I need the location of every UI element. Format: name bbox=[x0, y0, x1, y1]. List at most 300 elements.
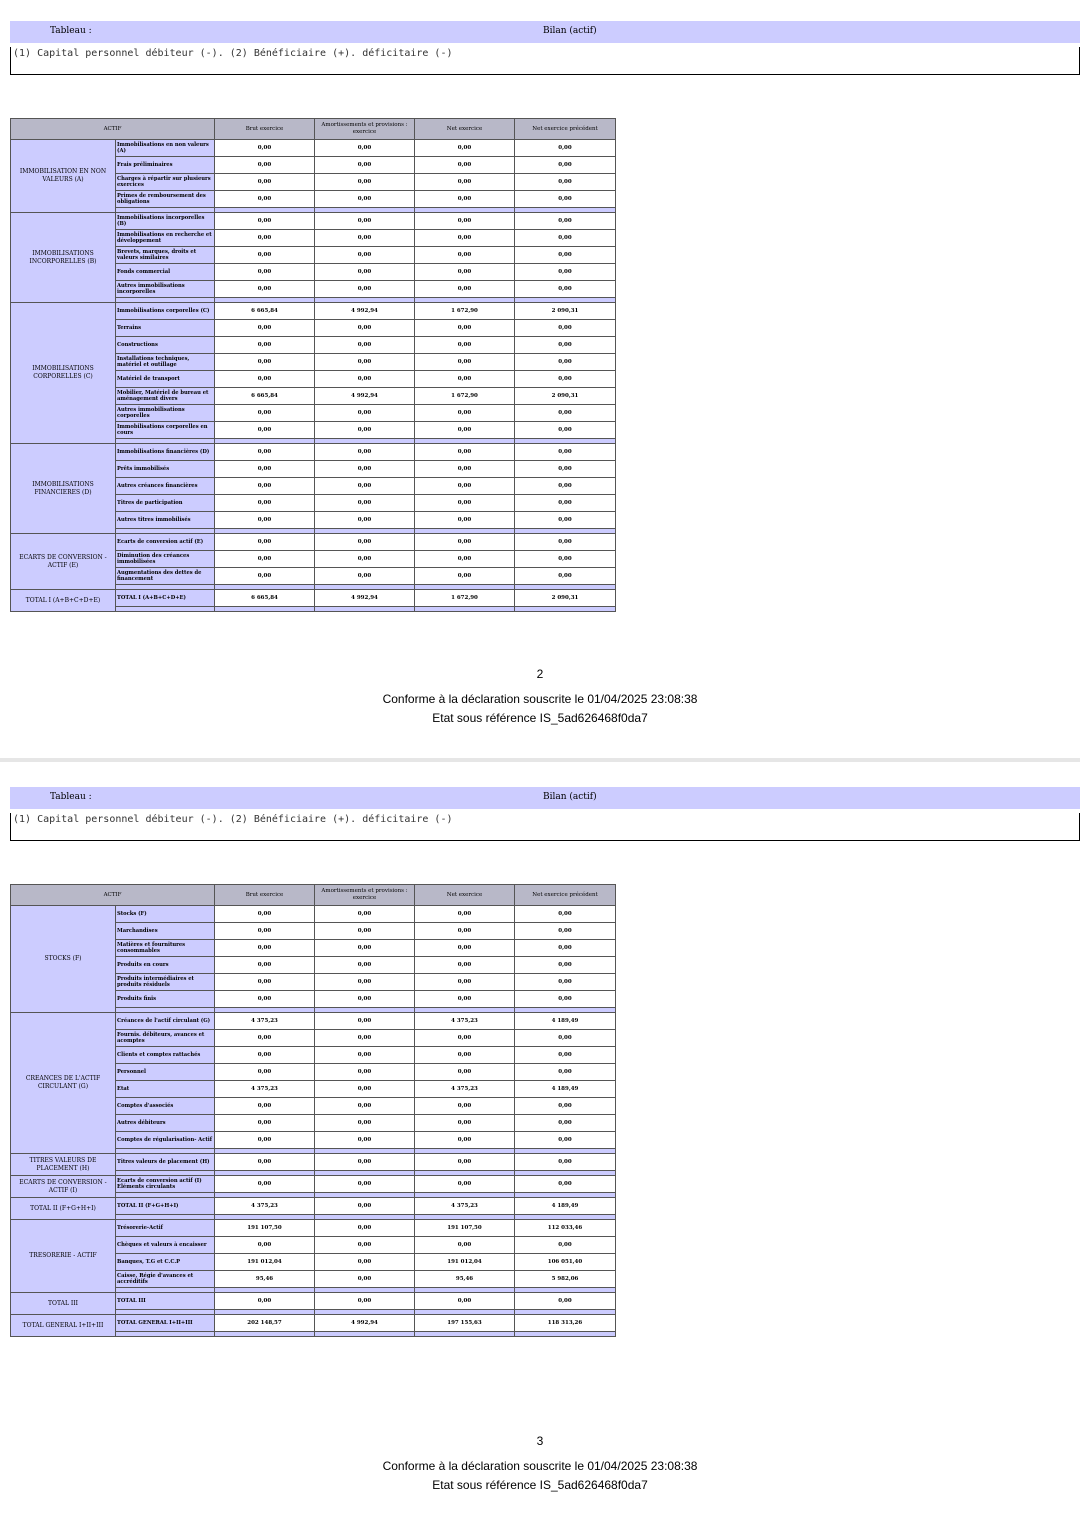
value-cell: 4 375,23 bbox=[415, 1198, 515, 1215]
value-cell: 0,00 bbox=[415, 247, 515, 264]
value-cell: 0,00 bbox=[215, 1237, 315, 1254]
row-label: Titres de participation bbox=[116, 495, 215, 512]
value-cell: 0,00 bbox=[415, 1064, 515, 1081]
value-cell: 0,00 bbox=[415, 923, 515, 940]
row-label: Autres créances financières bbox=[116, 478, 215, 495]
group-label: IMMOBILISATIONS INCORPORELLES (B) bbox=[11, 213, 116, 303]
row-label: Stocks (F) bbox=[116, 906, 215, 923]
value-cell: 0,00 bbox=[315, 1254, 415, 1271]
row-label: Fournis. débiteurs, avances et acomptes bbox=[116, 1030, 215, 1047]
value-cell: 0,00 bbox=[415, 551, 515, 568]
value-cell: 2 090,31 bbox=[515, 590, 616, 607]
row-label: TOTAL III bbox=[116, 1293, 215, 1310]
table-row bbox=[11, 1013, 616, 1030]
value-cell: 0,00 bbox=[415, 320, 515, 337]
footer bbox=[0, 690, 1080, 728]
row-label: Chèques et valeurs à encaisser bbox=[116, 1237, 215, 1254]
value-cell: 0,00 bbox=[415, 1115, 515, 1132]
separator-cell bbox=[315, 1332, 415, 1337]
row-label: Terrains bbox=[116, 320, 215, 337]
page-number: 3 bbox=[536, 1434, 544, 1448]
value-cell: 4 992,94 bbox=[315, 388, 415, 405]
value-cell: 0,00 bbox=[515, 213, 616, 230]
value-cell: 0,00 bbox=[515, 1030, 616, 1047]
value-cell: 0,00 bbox=[515, 534, 616, 551]
value-cell: 0,00 bbox=[315, 444, 415, 461]
footer-reference: Etat sous référence IS_5ad626468f0da7 bbox=[432, 711, 648, 725]
group-label: ECARTS DE CONVERSION - ACTIF (E) bbox=[11, 534, 116, 590]
row-label: Produits intermédiaires et produits résiduels bbox=[116, 974, 215, 991]
value-cell: 0,00 bbox=[415, 534, 515, 551]
value-cell: 0,00 bbox=[215, 478, 315, 495]
value-cell: 0,00 bbox=[415, 405, 515, 422]
row-label: Frais préliminaires bbox=[116, 157, 215, 174]
value-cell: 0,00 bbox=[315, 1198, 415, 1215]
bilan-title: Bilan (actif) bbox=[543, 792, 597, 802]
value-cell: 4 992,94 bbox=[315, 1315, 415, 1332]
value-cell: 0,00 bbox=[415, 174, 515, 191]
footer bbox=[0, 1457, 1080, 1495]
value-cell: 0,00 bbox=[515, 906, 616, 923]
table-row bbox=[11, 140, 616, 157]
row-label: Immobilisations corporelles en cours bbox=[116, 422, 215, 439]
table-row bbox=[11, 444, 616, 461]
value-cell: 106 051,40 bbox=[515, 1254, 616, 1271]
legend-note: (1) Capital personnel débiteur (-). (2) Bénéficiaire (+). déficitaire (-) bbox=[10, 47, 1080, 75]
group-label: IMMOBILISATIONS CORPORELLES (C) bbox=[11, 303, 116, 444]
separator-cell bbox=[515, 1332, 616, 1337]
row-label: Produits en cours bbox=[116, 957, 215, 974]
value-cell: 0,00 bbox=[415, 1154, 515, 1171]
value-cell: 0,00 bbox=[515, 461, 616, 478]
value-cell: 197 155,63 bbox=[415, 1315, 515, 1332]
row-label: Autres débiteurs bbox=[116, 1115, 215, 1132]
row-label: Comptes de régularisation- Actif bbox=[116, 1132, 215, 1149]
row-label: Augmentations des dettes de financement bbox=[116, 568, 215, 585]
value-cell: 4 375,23 bbox=[415, 1081, 515, 1098]
value-cell: 0,00 bbox=[215, 1132, 315, 1149]
value-cell: 0,00 bbox=[315, 1154, 415, 1171]
value-cell: 0,00 bbox=[415, 230, 515, 247]
value-cell: 0,00 bbox=[315, 1047, 415, 1064]
table-row bbox=[11, 1154, 616, 1171]
value-cell: 0,00 bbox=[215, 213, 315, 230]
value-cell: 0,00 bbox=[215, 1047, 315, 1064]
row-label: TOTAL I (A+B+C+D+E) bbox=[116, 590, 215, 607]
row-label: Immobilisations financières (D) bbox=[116, 444, 215, 461]
value-cell: 0,00 bbox=[215, 1154, 315, 1171]
value-cell: 4 375,23 bbox=[215, 1198, 315, 1215]
value-cell: 112 033,46 bbox=[515, 1220, 616, 1237]
value-cell: 0,00 bbox=[215, 991, 315, 1008]
value-cell: 0,00 bbox=[515, 157, 616, 174]
column-header: Amortissements et provisions : exercice bbox=[315, 885, 415, 906]
value-cell: 0,00 bbox=[315, 495, 415, 512]
value-cell: 0,00 bbox=[415, 422, 515, 439]
value-cell: 2 090,31 bbox=[515, 388, 616, 405]
separator-cell bbox=[215, 607, 315, 612]
tableau-label: Tableau : bbox=[50, 26, 92, 36]
group-label: IMMOBILISATION EN NON VALEURS (A) bbox=[11, 140, 116, 213]
value-cell: 0,00 bbox=[315, 906, 415, 923]
value-cell: 0,00 bbox=[315, 405, 415, 422]
value-cell: 0,00 bbox=[315, 923, 415, 940]
value-cell: 0,00 bbox=[315, 1220, 415, 1237]
table-row bbox=[11, 213, 616, 230]
value-cell: 0,00 bbox=[315, 512, 415, 529]
separator-cell bbox=[215, 1332, 315, 1337]
value-cell: 6 665,84 bbox=[215, 590, 315, 607]
table-row bbox=[11, 303, 616, 320]
value-cell: 0,00 bbox=[215, 940, 315, 957]
value-cell: 0,00 bbox=[515, 264, 616, 281]
table-row bbox=[11, 1198, 616, 1215]
bilan-actif-table bbox=[10, 884, 616, 1337]
value-cell: 0,00 bbox=[315, 230, 415, 247]
value-cell: 0,00 bbox=[315, 1132, 415, 1149]
value-cell: 0,00 bbox=[315, 191, 415, 208]
value-cell: 0,00 bbox=[415, 191, 515, 208]
value-cell: 0,00 bbox=[415, 1237, 515, 1254]
value-cell: 0,00 bbox=[515, 354, 616, 371]
separator-cell bbox=[315, 607, 415, 612]
separator-cell bbox=[415, 607, 515, 612]
row-label: Banques, T.G et C.C.P bbox=[116, 1254, 215, 1271]
value-cell: 0,00 bbox=[215, 444, 315, 461]
value-cell: 0,00 bbox=[215, 247, 315, 264]
row-label: Prêts immobilisés bbox=[116, 461, 215, 478]
value-cell: 191 012,04 bbox=[415, 1254, 515, 1271]
row-label: Ecarts de conversion actif (E) bbox=[116, 534, 215, 551]
value-cell: 0,00 bbox=[215, 568, 315, 585]
value-cell: 0,00 bbox=[215, 1176, 315, 1193]
value-cell: 0,00 bbox=[215, 230, 315, 247]
value-cell: 0,00 bbox=[315, 1030, 415, 1047]
value-cell: 0,00 bbox=[515, 422, 616, 439]
value-cell: 0,00 bbox=[415, 512, 515, 529]
value-cell: 0,00 bbox=[415, 1030, 515, 1047]
value-cell: 0,00 bbox=[315, 1064, 415, 1081]
page-number: 2 bbox=[536, 667, 544, 681]
column-header: Amortissements et provisions : exercice bbox=[315, 119, 415, 140]
value-cell: 0,00 bbox=[515, 444, 616, 461]
value-cell: 4 375,23 bbox=[415, 1013, 515, 1030]
value-cell: 0,00 bbox=[315, 320, 415, 337]
group-label: IMMOBILISATIONS FINANCIERES (D) bbox=[11, 444, 116, 534]
value-cell: 0,00 bbox=[515, 568, 616, 585]
table-row bbox=[11, 1315, 616, 1332]
value-cell: 0,00 bbox=[315, 940, 415, 957]
value-cell: 95,46 bbox=[415, 1271, 515, 1288]
value-cell: 0,00 bbox=[415, 140, 515, 157]
value-cell: 0,00 bbox=[215, 1115, 315, 1132]
value-cell: 0,00 bbox=[315, 1271, 415, 1288]
group-label: TOTAL I (A+B+C+D+E) bbox=[11, 590, 116, 612]
value-cell: 0,00 bbox=[215, 157, 315, 174]
value-cell: 6 665,84 bbox=[215, 303, 315, 320]
value-cell: 0,00 bbox=[215, 1030, 315, 1047]
value-cell: 0,00 bbox=[515, 495, 616, 512]
value-cell: 0,00 bbox=[215, 371, 315, 388]
separator-cell bbox=[116, 607, 215, 612]
footer-reference: Etat sous référence IS_5ad626468f0da7 bbox=[432, 1478, 648, 1492]
value-cell: 0,00 bbox=[415, 1293, 515, 1310]
value-cell: 0,00 bbox=[315, 1237, 415, 1254]
table-row bbox=[11, 1220, 616, 1237]
column-header: Net exercice précédent bbox=[515, 119, 616, 140]
separator-cell bbox=[116, 1332, 215, 1337]
value-cell: 0,00 bbox=[315, 174, 415, 191]
column-header: ACTIF bbox=[11, 119, 215, 140]
value-cell: 0,00 bbox=[215, 495, 315, 512]
value-cell: 0,00 bbox=[315, 551, 415, 568]
separator-cell bbox=[415, 1332, 515, 1337]
row-label: Comptes d'associés bbox=[116, 1098, 215, 1115]
value-cell: 0,00 bbox=[315, 157, 415, 174]
value-cell: 0,00 bbox=[515, 1047, 616, 1064]
row-label: Installations techniques, matériel et outillage bbox=[116, 354, 215, 371]
group-label: CREANCES DE L'ACTIF CIRCULANT (G) bbox=[11, 1013, 116, 1154]
table-row bbox=[11, 590, 616, 607]
table-title-bar bbox=[10, 21, 1080, 43]
column-header: Net exercice précédent bbox=[515, 885, 616, 906]
value-cell: 0,00 bbox=[415, 991, 515, 1008]
header-row bbox=[11, 119, 616, 140]
value-cell: 0,00 bbox=[515, 230, 616, 247]
value-cell: 4 189,49 bbox=[515, 1198, 616, 1215]
value-cell: 0,00 bbox=[315, 1115, 415, 1132]
row-label: Personnel bbox=[116, 1064, 215, 1081]
row-label: Mobilier, Matériel de bureau et aménagement divers bbox=[116, 388, 215, 405]
value-cell: 0,00 bbox=[315, 974, 415, 991]
value-cell: 0,00 bbox=[415, 495, 515, 512]
value-cell: 1 672,90 bbox=[415, 303, 515, 320]
row-label: Brevets, marques, droits et valeurs similaires bbox=[116, 247, 215, 264]
value-cell: 0,00 bbox=[515, 1115, 616, 1132]
value-cell: 4 189,49 bbox=[515, 1081, 616, 1098]
column-header: Net exercice bbox=[415, 119, 515, 140]
value-cell: 0,00 bbox=[515, 1293, 616, 1310]
footer-conformity: Conforme à la déclaration souscrite le 01/04/2025 23:08:38 bbox=[382, 1459, 698, 1473]
value-cell: 5 982,06 bbox=[515, 1271, 616, 1288]
value-cell: 0,00 bbox=[515, 371, 616, 388]
row-label: Immobilisations corporelles (C) bbox=[116, 303, 215, 320]
value-cell: 0,00 bbox=[515, 1132, 616, 1149]
table-row bbox=[11, 1176, 616, 1193]
value-cell: 95,46 bbox=[215, 1271, 315, 1288]
value-cell: 0,00 bbox=[315, 371, 415, 388]
value-cell: 0,00 bbox=[315, 568, 415, 585]
value-cell: 0,00 bbox=[415, 354, 515, 371]
value-cell: 0,00 bbox=[315, 422, 415, 439]
value-cell: 0,00 bbox=[415, 1098, 515, 1115]
value-cell: 2 090,31 bbox=[515, 303, 616, 320]
row-label: Créances de l'actif circulant (G) bbox=[116, 1013, 215, 1030]
value-cell: 0,00 bbox=[515, 1064, 616, 1081]
row-label: Clients et comptes rattachés bbox=[116, 1047, 215, 1064]
row-label: Trésorerie-Actif bbox=[116, 1220, 215, 1237]
value-cell: 0,00 bbox=[315, 264, 415, 281]
value-cell: 0,00 bbox=[415, 478, 515, 495]
value-cell: 0,00 bbox=[415, 568, 515, 585]
value-cell: 191 107,50 bbox=[415, 1220, 515, 1237]
table-row bbox=[11, 1293, 616, 1310]
value-cell: 6 665,84 bbox=[215, 388, 315, 405]
value-cell: 0,00 bbox=[515, 281, 616, 298]
row-label: Ecarts de conversion actif (I) Eléments circulants bbox=[116, 1176, 215, 1193]
value-cell: 0,00 bbox=[515, 991, 616, 1008]
value-cell: 0,00 bbox=[315, 534, 415, 551]
value-cell: 202 148,57 bbox=[215, 1315, 315, 1332]
row-label: Caisse, Régie d'avances et accréditifs bbox=[116, 1271, 215, 1288]
row-label: Autres immobilisations incorporelles bbox=[116, 281, 215, 298]
value-cell: 0,00 bbox=[215, 422, 315, 439]
value-cell: 0,00 bbox=[215, 140, 315, 157]
row-label: TOTAL GENERAL I+II+III bbox=[116, 1315, 215, 1332]
value-cell: 0,00 bbox=[215, 354, 315, 371]
value-cell: 0,00 bbox=[415, 337, 515, 354]
row-label: Immobilisations incorporelles (B) bbox=[116, 213, 215, 230]
value-cell: 0,00 bbox=[215, 461, 315, 478]
value-cell: 0,00 bbox=[315, 1098, 415, 1115]
column-header: Brut exercice bbox=[215, 885, 315, 906]
value-cell: 0,00 bbox=[415, 461, 515, 478]
value-cell: 0,00 bbox=[215, 551, 315, 568]
value-cell: 0,00 bbox=[215, 337, 315, 354]
row-label: Produits finis bbox=[116, 991, 215, 1008]
row-label: Fonds commercial bbox=[116, 264, 215, 281]
value-cell: 1 672,90 bbox=[415, 590, 515, 607]
separator-cell bbox=[515, 607, 616, 612]
row-label: Matières et fournitures consommables bbox=[116, 940, 215, 957]
value-cell: 0,00 bbox=[315, 213, 415, 230]
value-cell: 0,00 bbox=[415, 906, 515, 923]
value-cell: 0,00 bbox=[415, 1132, 515, 1149]
value-cell: 0,00 bbox=[215, 320, 315, 337]
value-cell: 0,00 bbox=[515, 940, 616, 957]
value-cell: 0,00 bbox=[315, 991, 415, 1008]
value-cell: 0,00 bbox=[215, 512, 315, 529]
row-label: Diminution des créances immobilisées bbox=[116, 551, 215, 568]
group-label: TRESORERIE - ACTIF bbox=[11, 1220, 116, 1293]
value-cell: 0,00 bbox=[515, 551, 616, 568]
value-cell: 0,00 bbox=[215, 534, 315, 551]
value-cell: 0,00 bbox=[315, 461, 415, 478]
group-label: ECARTS DE CONVERSION - ACTIF (I) bbox=[11, 1176, 116, 1198]
row-label: Titres valeurs de placement (H) bbox=[116, 1154, 215, 1171]
group-label: TOTAL GENERAL I+II+III bbox=[11, 1315, 116, 1337]
column-header: Net exercice bbox=[415, 885, 515, 906]
value-cell: 0,00 bbox=[415, 157, 515, 174]
value-cell: 0,00 bbox=[515, 1154, 616, 1171]
group-label: TOTAL III bbox=[11, 1293, 116, 1315]
value-cell: 0,00 bbox=[515, 405, 616, 422]
group-label: TOTAL II (F+G+H+I) bbox=[11, 1198, 116, 1220]
value-cell: 0,00 bbox=[215, 923, 315, 940]
value-cell: 0,00 bbox=[515, 1237, 616, 1254]
footer-conformity: Conforme à la déclaration souscrite le 01/04/2025 23:08:38 bbox=[382, 692, 698, 706]
value-cell: 4 375,23 bbox=[215, 1013, 315, 1030]
row-label: Marchandises bbox=[116, 923, 215, 940]
value-cell: 0,00 bbox=[415, 1176, 515, 1193]
value-cell: 118 313,26 bbox=[515, 1315, 616, 1332]
value-cell: 0,00 bbox=[315, 140, 415, 157]
value-cell: 0,00 bbox=[315, 1081, 415, 1098]
bilan-actif-table bbox=[10, 118, 616, 612]
value-cell: 0,00 bbox=[515, 512, 616, 529]
value-cell: 0,00 bbox=[515, 320, 616, 337]
column-header: ACTIF bbox=[11, 885, 215, 906]
value-cell: 0,00 bbox=[515, 1098, 616, 1115]
row-label: Matériel de transport bbox=[116, 371, 215, 388]
group-label: STOCKS (F) bbox=[11, 906, 116, 1013]
value-cell: 0,00 bbox=[415, 281, 515, 298]
value-cell: 0,00 bbox=[315, 957, 415, 974]
group-label: TITRES VALEURS DE PLACEMENT (H) bbox=[11, 1154, 116, 1176]
value-cell: 4 992,94 bbox=[315, 590, 415, 607]
value-cell: 0,00 bbox=[515, 1176, 616, 1193]
value-cell: 0,00 bbox=[415, 371, 515, 388]
value-cell: 0,00 bbox=[415, 957, 515, 974]
row-label: Immobilisations en non valeurs (A) bbox=[116, 140, 215, 157]
value-cell: 0,00 bbox=[315, 478, 415, 495]
value-cell: 0,00 bbox=[215, 974, 315, 991]
value-cell: 0,00 bbox=[515, 957, 616, 974]
row-label: Constructions bbox=[116, 337, 215, 354]
value-cell: 0,00 bbox=[215, 281, 315, 298]
value-cell: 0,00 bbox=[515, 337, 616, 354]
value-cell: 0,00 bbox=[215, 1064, 315, 1081]
value-cell: 0,00 bbox=[215, 1293, 315, 1310]
value-cell: 0,00 bbox=[215, 264, 315, 281]
value-cell: 4 992,94 bbox=[315, 303, 415, 320]
value-cell: 0,00 bbox=[515, 923, 616, 940]
row-label: Etat bbox=[116, 1081, 215, 1098]
value-cell: 1 672,90 bbox=[415, 388, 515, 405]
table-row bbox=[11, 906, 616, 923]
row-label: Autres titres immobilisés bbox=[116, 512, 215, 529]
row-label: TOTAL II (F+G+H+I) bbox=[116, 1198, 215, 1215]
value-cell: 0,00 bbox=[515, 174, 616, 191]
value-cell: 0,00 bbox=[315, 337, 415, 354]
value-cell: 0,00 bbox=[415, 974, 515, 991]
row-label: Autres immobilisations corporelles bbox=[116, 405, 215, 422]
value-cell: 0,00 bbox=[515, 140, 616, 157]
row-label: Primes de remboursement des obligations bbox=[116, 191, 215, 208]
column-header: Brut exercice bbox=[215, 119, 315, 140]
value-cell: 0,00 bbox=[515, 974, 616, 991]
value-cell: 0,00 bbox=[515, 478, 616, 495]
value-cell: 0,00 bbox=[215, 405, 315, 422]
value-cell: 0,00 bbox=[215, 1098, 315, 1115]
value-cell: 0,00 bbox=[415, 213, 515, 230]
header-row bbox=[11, 885, 616, 906]
value-cell: 0,00 bbox=[215, 174, 315, 191]
value-cell: 0,00 bbox=[315, 247, 415, 264]
value-cell: 0,00 bbox=[315, 1176, 415, 1193]
table-title-bar bbox=[10, 787, 1080, 809]
value-cell: 0,00 bbox=[315, 281, 415, 298]
page-separator bbox=[0, 758, 1080, 762]
tableau-label: Tableau : bbox=[50, 792, 92, 802]
value-cell: 0,00 bbox=[415, 940, 515, 957]
value-cell: 0,00 bbox=[215, 906, 315, 923]
legend-note: (1) Capital personnel débiteur (-). (2) Bénéficiaire (+). déficitaire (-) bbox=[10, 813, 1080, 841]
value-cell: 0,00 bbox=[215, 191, 315, 208]
value-cell: 4 375,23 bbox=[215, 1081, 315, 1098]
value-cell: 0,00 bbox=[315, 1013, 415, 1030]
value-cell: 191 012,04 bbox=[215, 1254, 315, 1271]
